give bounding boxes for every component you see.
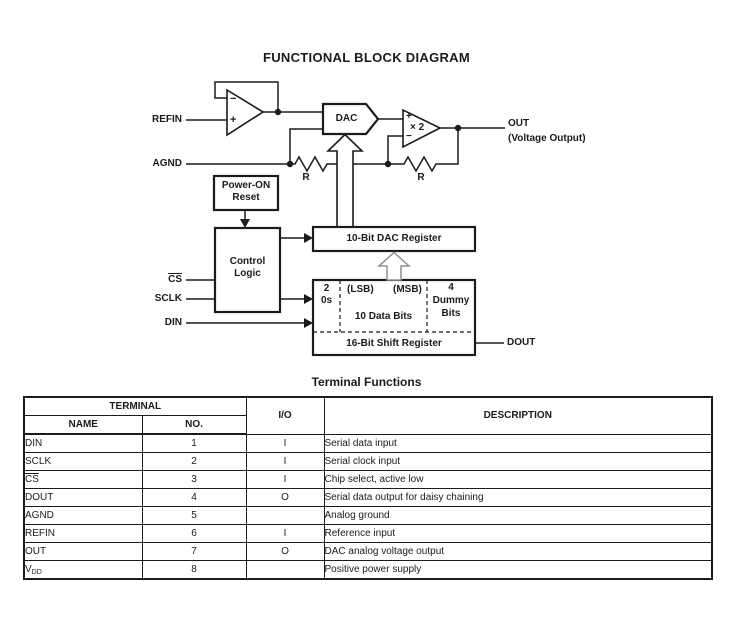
amp-minus-sign: −	[406, 131, 412, 142]
cell-io: I	[246, 525, 324, 543]
arrowhead-ctrl-dacreg	[304, 233, 313, 243]
diagram-title: FUNCTIONAL BLOCK DIAGRAM	[263, 50, 470, 65]
shiftreg-zeros: 0s	[320, 295, 333, 306]
shiftreg-dummy-count: 4	[448, 282, 454, 293]
cell-name: REFIN	[24, 525, 142, 543]
out-label: OUT	[508, 118, 530, 129]
table-row	[24, 453, 712, 471]
arrowhead-ctrl-shiftreg	[304, 294, 313, 304]
cell-io: I	[246, 453, 324, 471]
table-row	[24, 525, 712, 543]
resistor-left-label: R	[302, 172, 310, 183]
shift-register-label: 16-Bit Shift Register	[346, 338, 442, 349]
cell-io	[246, 561, 324, 580]
amp-gain-label: × 2	[410, 122, 425, 133]
cell-no: 4	[142, 489, 246, 507]
table-row	[24, 561, 712, 580]
cell-description: DAC analog voltage output	[324, 543, 712, 561]
shiftreg-data-bits: 10 Data Bits	[354, 311, 413, 322]
shiftreg-lsb: (LSB)	[347, 284, 374, 295]
shiftreg-dummy-bits: Bits	[441, 308, 461, 319]
table-row	[24, 471, 712, 489]
out-sublabel: (Voltage Output)	[508, 133, 586, 144]
cell-io: O	[246, 489, 324, 507]
junction-out	[455, 125, 461, 131]
table-row	[24, 543, 712, 561]
header-io: I/O	[246, 397, 324, 434]
table-row	[24, 489, 712, 507]
junction-agnd	[287, 161, 293, 167]
cell-no: 2	[142, 453, 246, 471]
resistor-right-label: R	[417, 172, 425, 183]
cell-name: $\overline{CS}$	[24, 471, 142, 489]
cell-io	[246, 507, 324, 525]
table-title: Terminal Functions	[311, 375, 422, 389]
dac-register-label: 10-Bit DAC Register	[346, 233, 442, 244]
table-row	[24, 434, 712, 453]
din-label: DIN	[164, 317, 182, 328]
amp-minus-wire	[388, 136, 403, 164]
shiftreg-msb: (MSB)	[393, 284, 422, 295]
power-on-reset-label: Power-ON Reset	[221, 180, 271, 203]
cell-name: $V_{DD}$	[24, 561, 142, 580]
dout-label: DOUT	[507, 337, 536, 348]
agnd-label: AGND	[152, 158, 182, 169]
cell-io: I	[246, 471, 324, 489]
cell-description: Analog ground	[324, 507, 712, 525]
cell-name: SCLK	[24, 453, 142, 471]
junction-feedback	[385, 161, 391, 167]
cell-no: 7	[142, 543, 246, 561]
cell-name: OUT	[24, 543, 142, 561]
shiftreg-dummy: Dummy	[432, 295, 470, 306]
amp-plus-sign: +	[406, 111, 412, 122]
terminal-functions-table	[23, 396, 713, 580]
cell-name: DOUT	[24, 489, 142, 507]
cell-description: Serial data output for daisy chaining	[324, 489, 712, 507]
control-logic-label: Control Logic	[229, 256, 266, 279]
table-row	[24, 507, 712, 525]
cell-description: Chip select, active low	[324, 471, 712, 489]
header-no: NO.	[142, 416, 246, 435]
cell-description: Positive power supply	[324, 561, 712, 580]
sclk-label: SCLK	[154, 293, 182, 304]
cell-no: 1	[142, 434, 246, 453]
header-terminal: TERMINAL	[24, 397, 246, 416]
cell-description: Serial data input	[324, 434, 712, 453]
cell-name: AGND	[24, 507, 142, 525]
buffer-plus-sign: +	[230, 114, 237, 126]
cell-description: Serial clock input	[324, 453, 712, 471]
junction-buffer-output	[275, 109, 281, 115]
arrowhead-din	[304, 318, 313, 328]
cell-io: O	[246, 543, 324, 561]
dac-lower-input-wire	[290, 129, 323, 164]
header-description: DESCRIPTION	[324, 397, 712, 434]
table-header-row-1	[24, 397, 712, 416]
shiftreg-zeros-count: 2	[323, 283, 330, 294]
cell-io: I	[246, 434, 324, 453]
buffer-minus-sign: −	[230, 93, 237, 105]
cell-no: 5	[142, 507, 246, 525]
cell-no: 6	[142, 525, 246, 543]
dac-block-label: DAC	[335, 113, 358, 124]
arrowhead-power-reset	[240, 219, 250, 228]
bus-arrow-shiftreg-to-dacreg	[379, 253, 409, 281]
cell-description: Reference input	[324, 525, 712, 543]
cell-name: DIN	[24, 434, 142, 453]
bus-arrow-dacreg-to-dac	[328, 135, 362, 228]
cell-no: 3	[142, 471, 246, 489]
refin-label: REFIN	[152, 114, 182, 125]
header-name: NAME	[24, 416, 142, 435]
cell-no: 8	[142, 561, 246, 580]
cs-label: $\overline{CS}$	[168, 274, 182, 285]
